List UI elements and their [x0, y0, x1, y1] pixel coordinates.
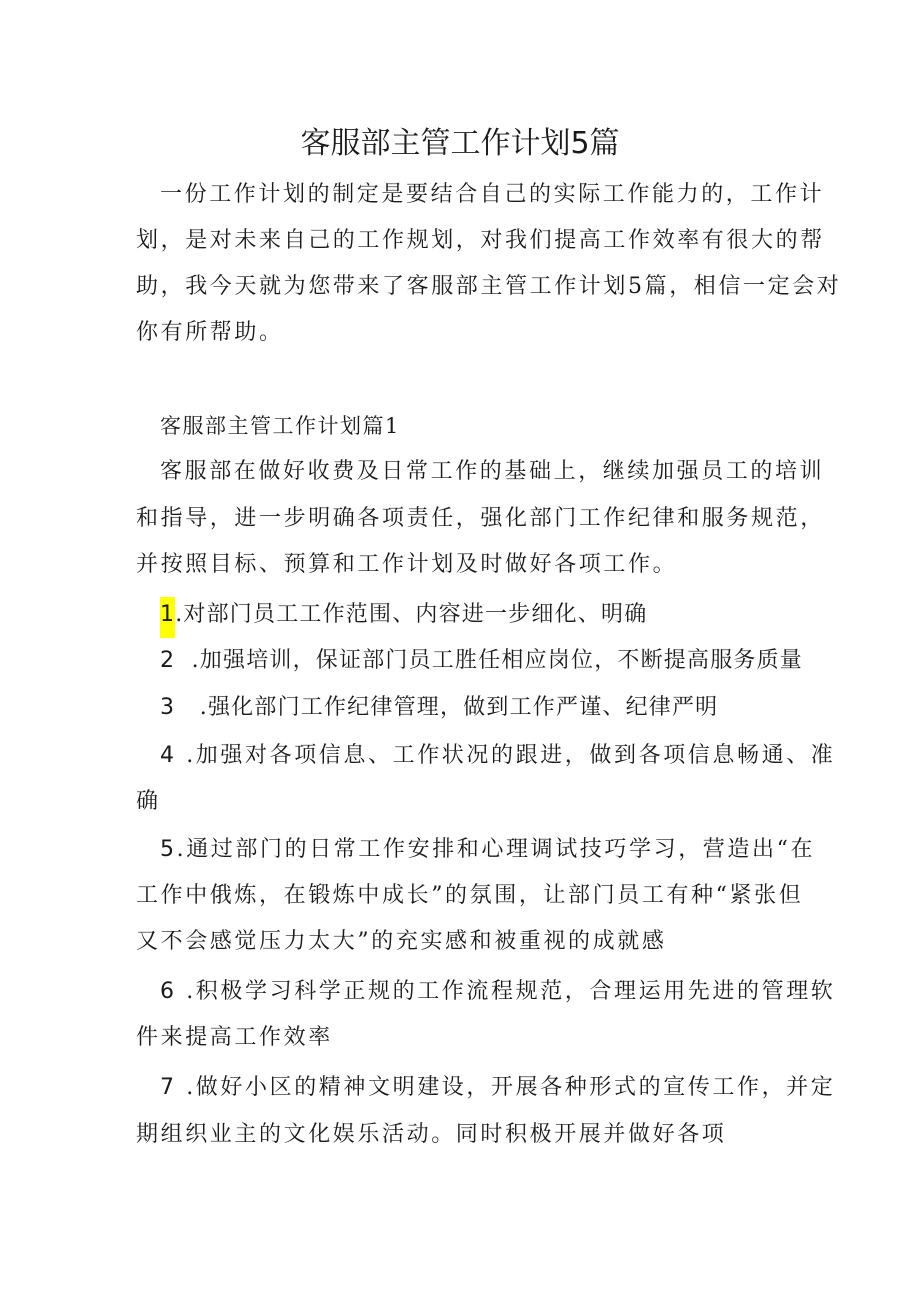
item-text: 强化部门工作纪律管理，做到工作严谨、纪律严明: [207, 695, 719, 720]
list-item: 1.对部门员工工作范围、内容进一步细化、明确: [160, 597, 820, 638]
intro-line: 划，是对未来自己的工作规划，对我们提高工作效率有很大的帮: [136, 228, 825, 253]
item-continuation: 件来提高工作效率: [136, 1025, 333, 1050]
item-number: 2: [160, 648, 176, 673]
item-text: 积极学习科学正规的工作流程规范，合理运用先进的管理软: [195, 979, 836, 1004]
list-item: 2 .加强培训，保证部门员工胜任相应岗位，不断提高服务质量: [160, 646, 820, 676]
document-title: 客服部主管工作计划5篇: [300, 126, 620, 161]
item-text: 做好小区的精神文明建设，开展各种形式的宣传工作，并定: [195, 1075, 836, 1100]
item-number: 4: [160, 743, 177, 768]
item-text: 通过部门的日常工作安排和心理调试技巧学习，营造出“在: [186, 837, 816, 862]
item-number: 7: [160, 1075, 177, 1100]
item-text: 加强对各项信息、工作状况的跟进，做到各项信息畅通、准: [195, 743, 836, 768]
item-text: 加强培训，保证部门员工胜任相应岗位，不断提高服务质量: [199, 648, 803, 673]
list-item: 7 .做好小区的精神文明建设，开展各种形式的宣传工作，并定: [160, 1073, 820, 1103]
item-number: 5: [160, 837, 177, 862]
list-item: 5.通过部门的日常工作安排和心理调试技巧学习，营造出“在: [160, 835, 820, 865]
item-number: 6: [160, 979, 177, 1004]
item-number: 3: [160, 695, 176, 720]
list-item: 6 .积极学习科学正规的工作流程规范，合理运用先进的管理软: [160, 977, 820, 1007]
intro-line: 助，我今天就为您带来了客服部主管工作计划5篇，相信一定会对: [136, 274, 842, 299]
intro-line: 你有所帮助。: [136, 320, 284, 345]
section-heading: 客服部主管工作计划篇1: [160, 414, 400, 438]
item-continuation: 又不会感觉压力太大”的充实感和被重视的成就感: [136, 929, 667, 954]
intro-line: 一份工作计划的制定是要结合自己的实际工作能力的，工作计: [160, 182, 825, 207]
item-continuation: 期组织业主的文化娱乐活动。同时积极开展并做好各项: [136, 1122, 727, 1147]
item-continuation: 工作中俄炼，在锻炼中成长”的氛围，让部门员工有种“紧张但: [136, 883, 804, 908]
section-intro-line: 和指导，进一步明确各项责任，强化部门工作纪律和服务规范，: [136, 506, 825, 531]
item-continuation: 确: [136, 789, 161, 814]
section-intro-line: 客服部在做好收费及日常工作的基础上，继续加强员工的培训: [160, 459, 825, 484]
item-text: 对部门员工工作范围、内容进一步细化、明确: [183, 602, 648, 627]
list-item: 4 .加强对各项信息、工作状况的跟进，做到各项信息畅通、准: [160, 741, 820, 771]
section-intro-line: 并按照目标、预算和工作计划及时做好各项工作。: [136, 552, 678, 577]
item-number-highlighted: 1: [160, 597, 175, 638]
list-item: 3 .强化部门工作纪律管理，做到工作严谨、纪律严明: [160, 693, 820, 723]
